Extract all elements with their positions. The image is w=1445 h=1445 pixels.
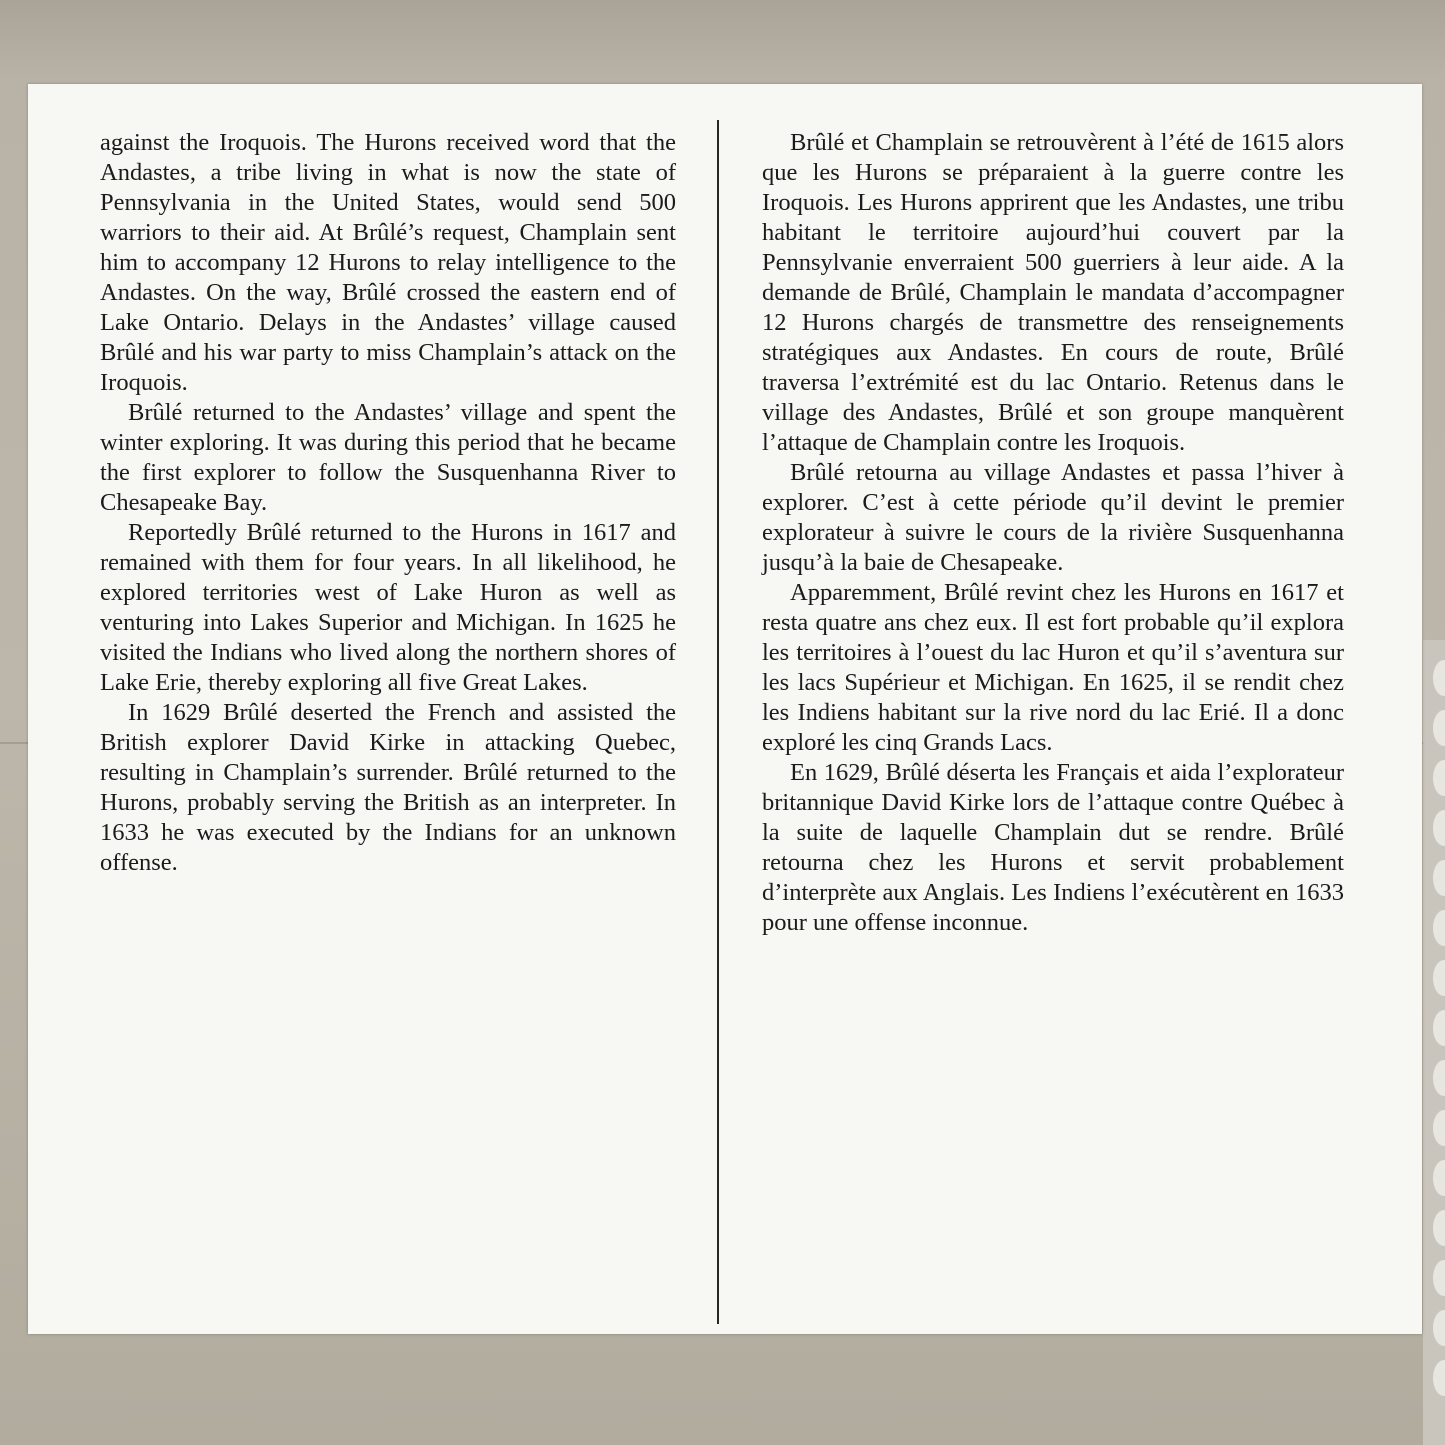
perforation-hole bbox=[1433, 810, 1445, 846]
perforation-hole bbox=[1433, 1360, 1445, 1396]
english-paragraph: In 1629 Brûlé deserted the French and assisted the British explorer David Kirke in attacking Quebec, resulting in Champlain’s surrender. Brûlé returned to the Hurons, probably serving the British as an interpreter. In 1633 he was executed by the Indians for an unknown offense. bbox=[100, 699, 676, 876]
perforation-hole bbox=[1433, 1160, 1445, 1196]
column-divider bbox=[717, 120, 719, 1324]
perforation-hole bbox=[1433, 1010, 1445, 1046]
perforation-hole bbox=[1433, 710, 1445, 746]
document-sheet bbox=[28, 84, 1422, 1334]
perforation-hole bbox=[1433, 1210, 1445, 1246]
french-paragraph: En 1629, Brûlé déserta les Français et aida l’explorateur britannique David Kirke lors de l’attaque contre Québec à la suite de laquelle Champlain dut se rendre. Brûlé retourna chez les Hurons et servit probablement d’interprète aux Anglais. Les Indiens l’exécutèrent en 1633 pour une offense inconnue. bbox=[762, 759, 1344, 936]
perforation-hole bbox=[1433, 1260, 1445, 1296]
perforation-hole bbox=[1433, 960, 1445, 996]
perforation-hole bbox=[1433, 760, 1445, 796]
perforation-hole bbox=[1433, 910, 1445, 946]
french-paragraph: Brûlé et Champlain se retrouvèrent à l’été de 1615 alors que les Hurons se préparaient à la guerre contre les Iroquois. Les Hurons apprirent que les Andastes, une tribu habitant le territoire aujourd’hui couvert par la Pennsylvanie enverraient 500 guerriers à leur aide. A la demande de Brûlé, Champlain le mandata d’accompagner 12 Hurons chargés de transmettre des renseignements stratégiques aux Andastes. En cours de route, Brûlé traversa l’extrémité est du lac Ontario. Retenus dans le village des Andastes, Brûlé et son groupe manquèrent l’attaque de Champlain contre les Iroquois. bbox=[762, 129, 1344, 456]
perforation-hole bbox=[1433, 1310, 1445, 1346]
english-paragraph: Brûlé returned to the Andastes’ village and spent the winter exploring. It was during this period that he became the first explorer to follow the Susquenhanna River to Chesapeake Bay. bbox=[100, 399, 676, 516]
perforation-hole bbox=[1433, 1060, 1445, 1096]
perforated-edge bbox=[1423, 640, 1445, 1445]
english-paragraph: Reportedly Brûlé returned to the Hurons in 1617 and remained with them for four years. In all likelihood, he explored territories west of Lake Huron as well as venturing into Lakes Superior and Michigan. In 1625 he visited the Indians who lived along the northern shores of Lake Erie, thereby exploring all five Great Lakes. bbox=[100, 519, 676, 696]
french-paragraph: Apparemment, Brûlé revint chez les Hurons en 1617 et resta quatre ans chez eux. Il est fort probable qu’il explora les territoires à l’ouest du lac Huron et qu’il s’aventura sur les lacs Supérieur et Michigan. En 1625, il se rendit chez les Indiens habitant sur la rive nord du lac Erié. Il a donc exploré les cinq Grands Lacs. bbox=[762, 579, 1344, 756]
perforation-hole bbox=[1433, 860, 1445, 896]
english-paragraph: against the Iroquois. The Hurons received word that the Andastes, a tribe living in what is now the state of Pennsylvania in the United States, would send 500 warriors to their aid. At Brûlé’s request, Champlain sent him to accompany 12 Hurons to relay intelligence to the Andastes. On the way, Brûlé crossed the eastern end of Lake Ontario. Delays in the Andastes’ village caused Brûlé and his war party to miss Champlain’s attack on the Iroquois. bbox=[100, 129, 676, 396]
french-paragraph: Brûlé retourna au village Andastes et passa l’hiver à explorer. C’est à cette période qu’il devint le premier explorateur à suivre le cours de la rivière Susquenhanna jusqu’à la baie de Chesapeake. bbox=[762, 459, 1344, 576]
french-column bbox=[762, 128, 1344, 938]
perforation-hole bbox=[1433, 660, 1445, 696]
english-column bbox=[100, 128, 676, 878]
perforation-hole bbox=[1433, 1110, 1445, 1146]
